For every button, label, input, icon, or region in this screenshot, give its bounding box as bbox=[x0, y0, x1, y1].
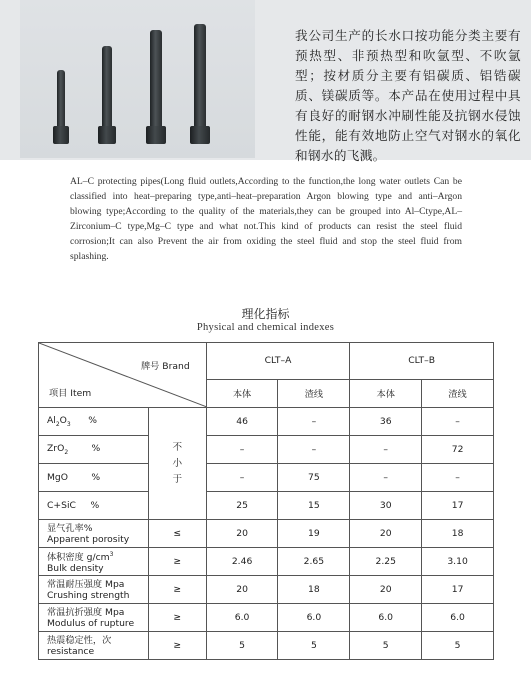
cell: 2.65 bbox=[278, 548, 350, 576]
cell: 5 bbox=[350, 632, 422, 660]
tube-1 bbox=[57, 70, 65, 144]
grade-b: CLT–B bbox=[350, 343, 494, 380]
cell: 20 bbox=[350, 576, 422, 604]
phys-label: 常温耐压强度 Mpa Crushing strength bbox=[39, 576, 149, 604]
table-title: 理化指标 bbox=[241, 307, 290, 321]
phys-label: 热震稳定性，次 resistance bbox=[39, 632, 149, 660]
cell: 75 bbox=[278, 464, 350, 492]
cell: – bbox=[422, 464, 494, 492]
product-photo bbox=[20, 0, 255, 158]
table-row bbox=[39, 576, 494, 604]
cell: 20 bbox=[350, 520, 422, 548]
cell: – bbox=[206, 436, 278, 464]
part-body-b: 本体 bbox=[350, 379, 422, 407]
brand-label: 牌号 Brand bbox=[140, 361, 190, 372]
phys-label: 显气孔率% Apparent porosity bbox=[39, 520, 149, 548]
chem-label: MgO % bbox=[39, 464, 149, 492]
table-subtitle: Physical and chemical indexes bbox=[196, 322, 335, 333]
part-body-a: 本体 bbox=[206, 379, 278, 407]
cell: 17 bbox=[422, 576, 494, 604]
header-corner bbox=[39, 343, 207, 408]
cell: 20 bbox=[206, 520, 278, 548]
cell: 6.0 bbox=[350, 604, 422, 632]
sign: ≥ bbox=[148, 604, 206, 632]
cell: 18 bbox=[278, 576, 350, 604]
cell: 17 bbox=[422, 492, 494, 520]
sign: ≥ bbox=[148, 632, 206, 660]
not-less-than: 不 小 于 bbox=[148, 408, 206, 520]
table-row bbox=[39, 408, 494, 436]
hero-band bbox=[0, 0, 531, 163]
table-row bbox=[39, 464, 494, 492]
properties-table bbox=[38, 342, 494, 660]
cell: 18 bbox=[422, 520, 494, 548]
part-slag-b: 渣线 bbox=[422, 379, 494, 407]
cell: 6.0 bbox=[206, 604, 278, 632]
cell: 3.10 bbox=[422, 548, 494, 576]
part-slag-a: 渣线 bbox=[278, 379, 350, 407]
table-row bbox=[39, 604, 494, 632]
sign: ≥ bbox=[148, 548, 206, 576]
item-label: 项目 Item bbox=[49, 388, 92, 399]
chem-label: C+SiC % bbox=[39, 492, 149, 520]
table-row bbox=[39, 520, 494, 548]
cell: 20 bbox=[206, 576, 278, 604]
cell: – bbox=[278, 408, 350, 436]
phys-label: 常温抗折强度 Mpa Modulus of rupture bbox=[39, 604, 149, 632]
intro-english: AL–C protecting pipes(Long fluid outlets,According to the function,the long water outlets Can be classified into heat–preparing type,anti–heat–preparation Argon blowing type and anti–Argon blowing type;According to the quality of the materials,they can be grouped into Al–Ctype,AL–Zirconium–C type,Mg–C type and what not.This kind of products can resist the steel fluid corrosion;It can also Prevent the air from oxiding the steel fluid and stop the steel fluid from splashing. bbox=[70, 176, 462, 262]
cell: – bbox=[206, 464, 278, 492]
table-row bbox=[39, 436, 494, 464]
cell: 36 bbox=[350, 408, 422, 436]
tube-2 bbox=[102, 46, 112, 144]
chem-label: ZrO$_2$ % bbox=[39, 436, 149, 464]
cell: 19 bbox=[278, 520, 350, 548]
cell: 30 bbox=[350, 492, 422, 520]
cell: 72 bbox=[422, 436, 494, 464]
cell: 5 bbox=[206, 632, 278, 660]
cell: 2.46 bbox=[206, 548, 278, 576]
sign: ≤ bbox=[148, 520, 206, 548]
cell: – bbox=[422, 408, 494, 436]
cell: 6.0 bbox=[422, 604, 494, 632]
cell: 25 bbox=[206, 492, 278, 520]
sign: ≥ bbox=[148, 576, 206, 604]
chem-label: $Al_2O_3$ % bbox=[39, 408, 149, 436]
cell: 6.0 bbox=[278, 604, 350, 632]
cell: 15 bbox=[278, 492, 350, 520]
grade-a: CLT–A bbox=[206, 343, 350, 380]
phys-label: 体积密度 $g/cm^3$ Bulk density bbox=[39, 548, 149, 576]
cell: – bbox=[278, 436, 350, 464]
cell: 46 bbox=[206, 408, 278, 436]
tube-4 bbox=[194, 24, 206, 144]
cell: 5 bbox=[422, 632, 494, 660]
cell: – bbox=[350, 436, 422, 464]
table-row bbox=[39, 548, 494, 576]
cell: 5 bbox=[278, 632, 350, 660]
cell: 2.25 bbox=[350, 548, 422, 576]
tube-3 bbox=[150, 30, 162, 144]
intro-chinese: 我公司生产的长水口按功能分类主要有预热型、非预热型和吹氩型、不吹氩型；按材质分主要有铝碳质、铝锆碳质、镁碳质等。本产品在使用过程中具有良好的耐钢水冲刷性能及抗钢水侵蚀性能，能有效地防止空气对钢水的氧化和钢水的飞溅。 bbox=[295, 28, 521, 163]
table-row bbox=[39, 632, 494, 660]
cell: – bbox=[350, 464, 422, 492]
table-row bbox=[39, 492, 494, 520]
